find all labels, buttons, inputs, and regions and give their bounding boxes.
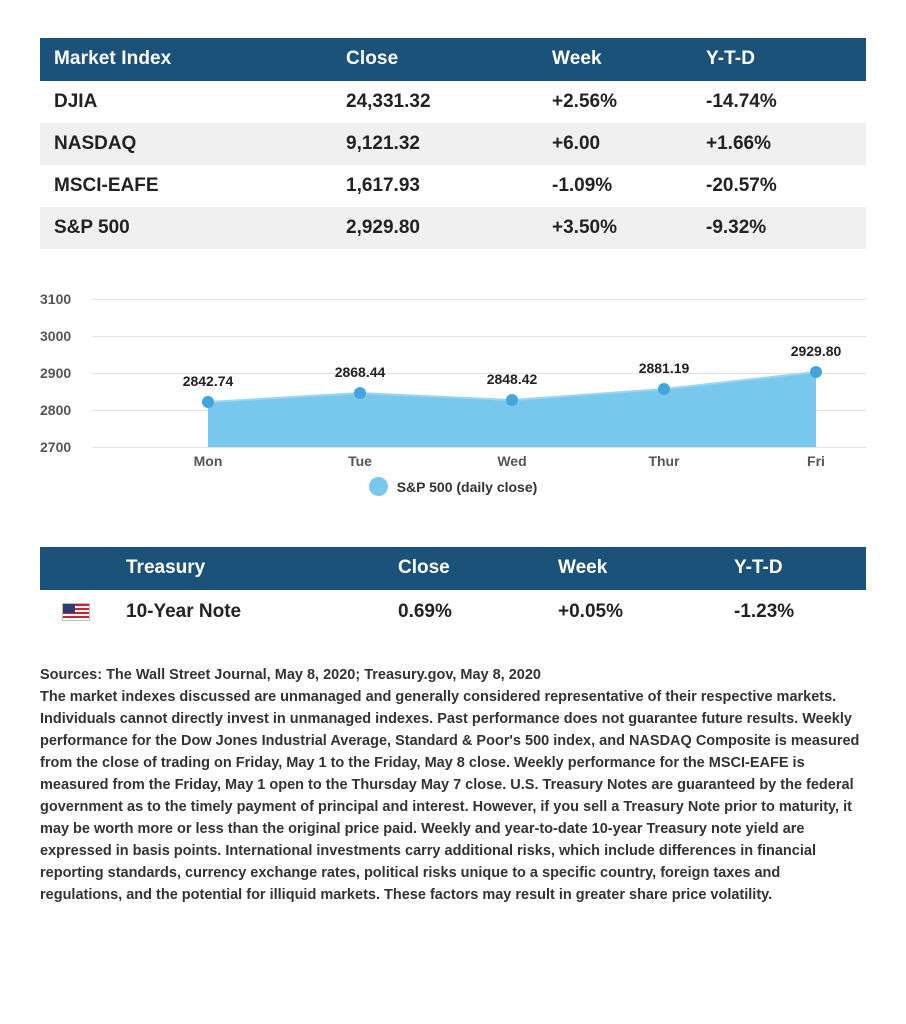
treasury-row [40, 590, 866, 634]
column-header-close: Close [332, 38, 538, 81]
cell-index-name: S&P 500 [40, 207, 332, 249]
y-axis-tick: 2900 [40, 365, 72, 381]
cell-week: +2.56% [538, 81, 692, 123]
treasury-header-row [40, 547, 866, 590]
sp500-daily-close-chart [40, 277, 866, 507]
data-point-label: 2881.19 [638, 360, 690, 376]
data-point [354, 387, 366, 399]
table-row [40, 81, 866, 123]
y-axis-tick: 3000 [40, 328, 72, 344]
cell-ytd: -20.57% [692, 165, 866, 207]
y-axis-tick: 2800 [40, 402, 72, 418]
cell-treasury-name: 10-Year Note [112, 590, 384, 634]
cell-treasury-close: 0.69% [384, 590, 544, 634]
x-axis-tick: Wed [497, 453, 527, 469]
column-header-ytd: Y-T-D [720, 547, 866, 590]
cell-index-name: DJIA [40, 81, 332, 123]
column-header-flag [40, 547, 112, 590]
legend-swatch-icon [369, 477, 388, 496]
disclaimer-text: The market indexes discussed are unmanaged and generally considered representative of their respective markets. Individuals cannot directly invest in unmanaged indexes. Past performance does not guarantee future results. Weekly performance for the Dow Jones Industrial Average, Standard & Poor's 500 index, and NASDAQ Composite is measured from the close of trading on Friday, May 1 to the Friday, May 8 close. Weekly performance for the MSCI-EAFE is measured from the Friday, May 1 open to the Thursday May 7 close. U.S. Treasury Notes are guaranteed by the federal government as to the timely payment of principal and interest. However, if you sell a Treasury Note prior to maturity, it may be worth more or less than the original price paid. Weekly and year-to-date 10-year Treasury note yield are expressed in basis points. International investments carry additional risks, which include differences in financial reporting standards, currency exchange rates, political risks unique to a specific country, foreign taxes and regulations, and the potential for illiquid markets. These factors may result in greater share price volatility. [40, 689, 860, 903]
data-point [202, 396, 214, 408]
cell-close: 24,331.32 [332, 81, 538, 123]
cell-index-name: NASDAQ [40, 123, 332, 165]
chart-legend [40, 477, 866, 496]
column-header-week: Week [538, 38, 692, 81]
sources-line: Sources: The Wall Street Journal, May 8, 2020; Treasury.gov, May 8, 2020 [40, 667, 541, 683]
cell-ytd: +1.66% [692, 123, 866, 165]
data-point [506, 394, 518, 406]
data-point-label: 2848.42 [486, 371, 538, 387]
x-axis-tick: Mon [193, 453, 223, 469]
gridline [92, 447, 866, 448]
cell-flag [40, 590, 112, 634]
market-index-table [40, 38, 866, 249]
cell-close: 1,617.93 [332, 165, 538, 207]
column-header-ytd: Y-T-D [692, 38, 866, 81]
data-point-label: 2929.80 [790, 343, 842, 359]
x-axis-tick: Tue [348, 453, 372, 469]
cell-ytd: -9.32% [692, 207, 866, 249]
column-header-treasury: Treasury [112, 547, 384, 590]
table-row [40, 165, 866, 207]
table-row [40, 207, 866, 249]
y-axis-tick: 2700 [40, 439, 72, 455]
table-row [40, 123, 866, 165]
cell-week: +3.50% [538, 207, 692, 249]
sp500-area-svg [92, 277, 866, 447]
cell-close: 9,121.32 [332, 123, 538, 165]
data-point-label: 2842.74 [182, 373, 234, 389]
y-axis-tick: 3100 [40, 291, 72, 307]
footnote-block [40, 664, 866, 906]
data-point [810, 366, 822, 378]
cell-treasury-week: +0.05% [544, 590, 720, 634]
x-axis-tick: Thur [648, 453, 680, 469]
column-header-market-index: Market Index [40, 38, 332, 81]
treasury-table [40, 547, 866, 634]
chart-series-area [92, 277, 866, 447]
cell-ytd: -14.74% [692, 81, 866, 123]
chart-plot-area [40, 277, 866, 473]
cell-week: +6.00 [538, 123, 692, 165]
table-header-row [40, 38, 866, 81]
cell-week: -1.09% [538, 165, 692, 207]
legend-label: S&P 500 (daily close) [396, 478, 538, 495]
cell-index-name: MSCI-EAFE [40, 165, 332, 207]
cell-close: 2,929.80 [332, 207, 538, 249]
data-point-label: 2868.44 [334, 364, 386, 380]
cell-treasury-ytd: -1.23% [720, 590, 866, 634]
column-header-week: Week [544, 547, 720, 590]
x-axis-tick: Fri [807, 453, 825, 469]
data-point [658, 383, 670, 395]
column-header-close: Close [384, 547, 544, 590]
us-flag-icon [62, 603, 90, 621]
